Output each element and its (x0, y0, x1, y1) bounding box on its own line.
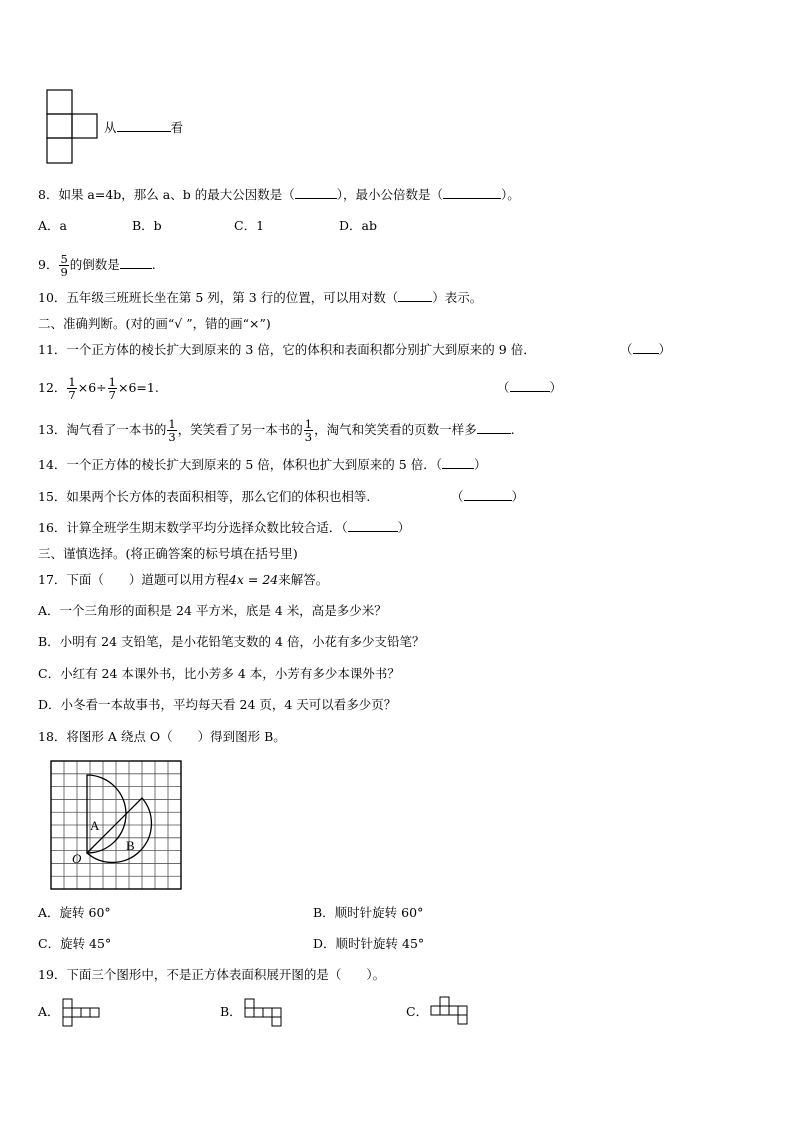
question-9: 9． $\frac{5}{9}$ 的倒数是 . (38, 252, 156, 279)
q8-option-a[interactable]: A．a (38, 218, 67, 233)
question-18: 18．将图形 A 绕点 O（ ）得到图形 B。 (38, 729, 286, 744)
fraction: $\frac{1}{3}$ (168, 417, 176, 444)
question-17: 17．下面（ ）道题可以用方程4x = 24来解答。 (38, 572, 329, 587)
answer-blank[interactable] (477, 422, 511, 434)
q19-net-a[interactable] (62, 998, 104, 1028)
q8-option-d[interactable]: D．ab (339, 218, 377, 233)
question-11: 11．一个正方体的棱长扩大到原来的 3 倍，它的体积和表面积都分别扩大到原来的 9 倍． (38, 342, 536, 357)
question-8: 8．如果 a=4b，那么 a、b 的最大公因数是（ ），最小公倍数是（ ）。 (38, 187, 520, 202)
q18-option-a[interactable]: A．旋转 60° (38, 905, 111, 920)
view-question-text: 从 看 (104, 120, 184, 135)
q8-option-b[interactable]: B．b (132, 218, 162, 233)
answer-blank[interactable] (117, 120, 171, 132)
q17-option-d[interactable]: D．小冬看一本故事书，平均每天看 24 页，4 天可以看多少页？ (38, 697, 397, 712)
section-2-title: 二、准确判断。(对的画“√ ”，错的画“×”) (38, 316, 271, 331)
question-12: 12． $\frac{1}{7}$ ×6÷ $\frac{1}{7}$ ×6=1. (38, 375, 159, 402)
q15-answer-paren[interactable]: （ ） (451, 489, 525, 504)
question-10: 10．五年级三班班长坐在第 5 列，第 3 行的位置，可以用对数（ ）表示。 (38, 290, 483, 305)
answer-blank[interactable] (295, 187, 337, 199)
q19-option-a[interactable]: A． (38, 1004, 60, 1019)
q18-option-b[interactable]: B．顺时针旋转 60° (313, 905, 424, 920)
q17-option-a[interactable]: A．一个三角形的面积是 24 平方米，底是 4 米，高是多少米？ (38, 603, 387, 618)
question-13: 13．淘气看了一本书的 $\frac{1}{3}$ ，笑笑看了另一本书的 $\frac{1}{3}$ ，淘气和笑笑看的页数一样多 . (38, 417, 515, 444)
fraction: $\frac{5}{9}$ (60, 252, 68, 279)
q11-answer-paren[interactable]: （ ） (620, 342, 672, 357)
fraction: $\frac{1}{7}$ (68, 375, 76, 402)
question-19: 19．下面三个图形中，不是正方体表面积展开图的是（ ）。 (38, 967, 386, 982)
q12-answer-paren[interactable]: （ ） (497, 380, 563, 395)
question-15: 15．如果两个长方体的表面积相等，那么它们的体积也相等. (38, 489, 371, 504)
fraction: $\frac{1}{7}$ (108, 375, 116, 402)
answer-blank[interactable] (443, 187, 501, 199)
q19-option-c[interactable]: C． (406, 1004, 429, 1019)
q19-net-b[interactable] (244, 998, 288, 1028)
answer-blank[interactable] (120, 257, 152, 269)
q17-option-b[interactable]: B．小明有 24 支铅笔，是小花铅笔支数的 4 倍，小花有多少支铅笔？ (38, 634, 425, 649)
question-16: 16．计算全班学生期末数学平均分选择众数比较合适．（ ） (38, 520, 411, 535)
equation: 4x = 24 (228, 572, 279, 587)
q18-option-d[interactable]: D．顺时针旋转 45° (313, 936, 425, 951)
q17-option-c[interactable]: C．小红有 24 本课外书，比小芳多 4 本，小芳有多少本课外书？ (38, 666, 400, 681)
figure-label-b: B (126, 838, 135, 853)
answer-blank[interactable] (398, 290, 432, 302)
figure-label-o: O (72, 851, 82, 866)
q19-option-b[interactable]: B． (220, 1004, 242, 1019)
figure-label-a: A (90, 818, 100, 833)
question-14: 14．一个正方体的棱长扩大到原来的 5 倍，体积也扩大到原来的 5 倍．（ ） (38, 457, 487, 472)
fraction: $\frac{1}{3}$ (304, 417, 313, 444)
answer-blank[interactable] (442, 457, 474, 469)
q18-option-c[interactable]: C．旋转 45° (38, 936, 112, 951)
q19-net-c[interactable] (430, 996, 474, 1028)
view-figure (46, 89, 102, 165)
q8-option-c[interactable]: C．1 (234, 218, 265, 233)
answer-blank[interactable] (348, 520, 398, 532)
rotation-grid-figure (50, 760, 184, 890)
section-3-title: 三、谨慎选择。(将正确答案的标号填在括号里) (38, 546, 298, 561)
